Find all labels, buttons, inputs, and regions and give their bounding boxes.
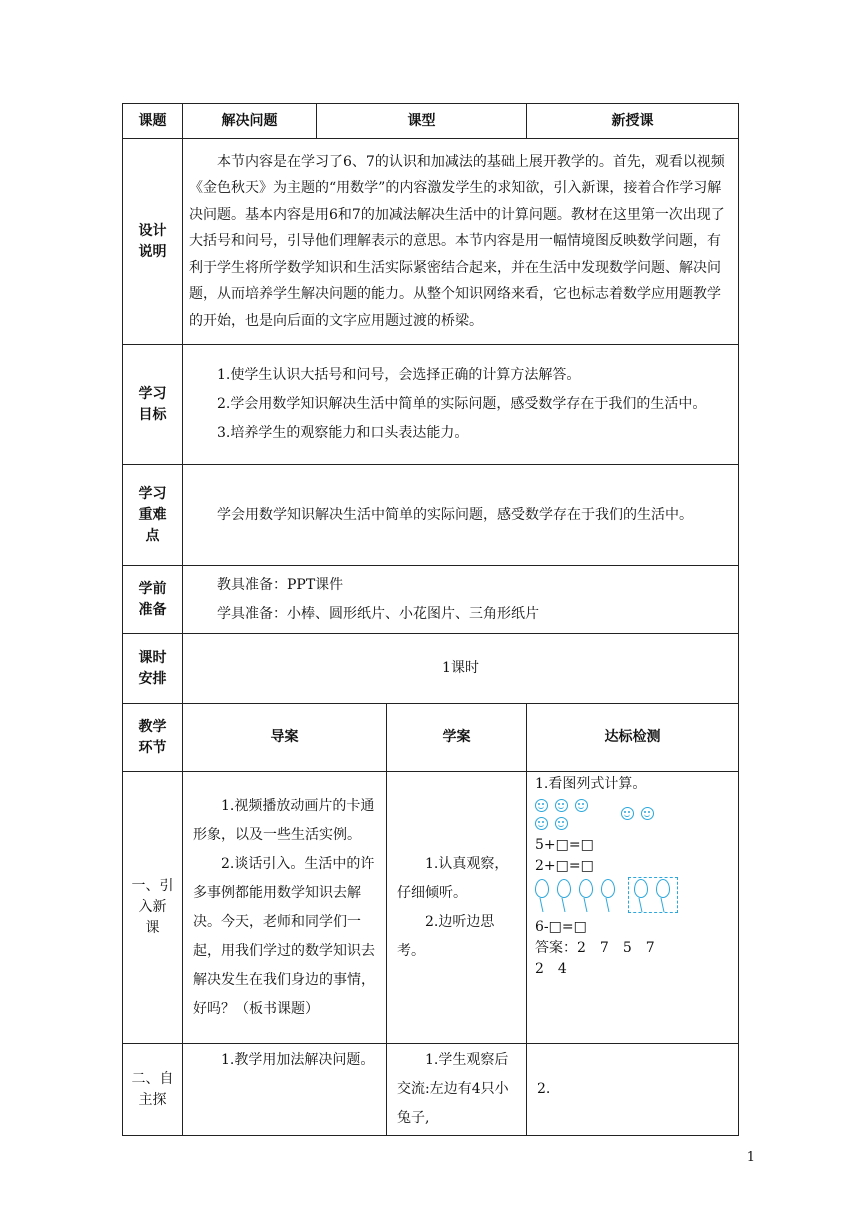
schedule-value: 1课时 xyxy=(183,634,739,704)
type-value: 新授课 xyxy=(527,104,739,139)
design-text: 本节内容是在学习了6、7的认识和加减法的基础上展开教学的。首先，观看以视频《金色秋天》为主题的“用数学”的内容激发学生的求知欲，引入新课，接着合作学习解决问题。基本内容是用6和7的加减法解决生活中的计算问题。教材在这里第一次出现了大括号和问号，引导他们理解表示的意思。本节内容是用一幅情境图反映数学问题，有利于学生将所学数学知识和生活实际紧密结合起来，并在生活中发现数学问题、解决问题，从而培养学生解决问题的能力。从整个知识网络来看，它也标志着数学应用题教学的开始，也是向后面的文字应用题过渡的桥梁。 xyxy=(189,153,725,329)
section1-stage: 一、引 入新 课 xyxy=(123,772,183,1044)
guide-item: 2.谈话引入。生活中的许多事例都能用数学知识去解决。今天，老师和同学们一起，用我们学过的数学知识去解决发生在我们身边的事情，好吗？（板书课题） xyxy=(193,855,375,1017)
answer-line: 答案：2 7 5 7 xyxy=(535,940,655,956)
page-number: 1 xyxy=(746,1150,755,1165)
check-title: 1.看图列式计算。 xyxy=(535,776,647,792)
column-header-row xyxy=(123,704,739,772)
smiley-face-icon xyxy=(555,817,568,830)
section1-study xyxy=(387,772,527,1044)
section2-stage: 二、自 主探 xyxy=(123,1044,183,1136)
smiley-face-icon xyxy=(535,799,548,812)
preparation-label: 学前 准备 xyxy=(123,566,183,634)
key-points-cell xyxy=(183,465,739,566)
goals-label: 学习 目标 xyxy=(123,345,183,465)
study-column-header: 学案 xyxy=(387,704,527,772)
balloon-icon xyxy=(557,879,571,898)
design-text-cell xyxy=(183,139,739,345)
guide-column-header: 导案 xyxy=(183,704,387,772)
section1-row xyxy=(123,772,739,1044)
schedule-label: 课时 安排 xyxy=(123,634,183,704)
study-item: 1.认真观察，仔细倾听。 xyxy=(397,855,509,901)
guide-item: 1.视频播放动画片的卡通形象，以及一些生活实例。 xyxy=(193,797,375,843)
goal-item: 3.培养学生的观察能力和口头表达能力。 xyxy=(217,425,469,441)
smiley-face-icon xyxy=(621,807,634,820)
schedule-row xyxy=(123,634,739,704)
goals-row xyxy=(123,345,739,465)
section1-guide xyxy=(183,772,387,1044)
design-label: 设计 说明 xyxy=(123,139,183,345)
check-item: 2. xyxy=(537,1081,551,1097)
balloon-group xyxy=(535,877,734,917)
topic-value: 解决问题 xyxy=(183,104,317,139)
type-label: 课型 xyxy=(317,104,527,139)
section2-row xyxy=(123,1044,739,1136)
design-row xyxy=(123,139,739,345)
key-points-label: 学习 重难 点 xyxy=(123,465,183,566)
section2-study xyxy=(387,1044,527,1136)
balloon-icon xyxy=(656,879,670,898)
header-row xyxy=(123,104,739,139)
preparation-row xyxy=(123,566,739,634)
balloon-icon xyxy=(535,879,549,898)
answer-line: 2 4 xyxy=(535,961,567,977)
topic-label: 课题 xyxy=(123,104,183,139)
lesson-plan-table xyxy=(122,103,739,1136)
study-item: 1.学生观察后交流:左边有4只小兔子, xyxy=(397,1052,509,1126)
balloon-icon xyxy=(634,879,648,898)
smiley-face-icon xyxy=(555,799,568,812)
equation: 5+□=□ xyxy=(535,837,594,853)
goal-item: 1.使学生认识大括号和问号，会选择正确的计算方法解答。 xyxy=(217,367,581,383)
key-points-row xyxy=(123,465,739,566)
check-column-header: 达标检测 xyxy=(527,704,739,772)
stage-column-header: 教学 环节 xyxy=(123,704,183,772)
guide-item: 1.教学用加法解决问题。 xyxy=(221,1052,375,1068)
section1-check xyxy=(527,772,739,1044)
key-points-text: 学会用数学知识解决生活中简单的实际问题，感受数学存在于我们的生活中。 xyxy=(217,506,693,523)
smiley-face-icon xyxy=(535,817,548,830)
section2-guide xyxy=(183,1044,387,1136)
study-item: 2.边听边思考。 xyxy=(397,913,495,959)
smiley-face-icon xyxy=(575,799,588,812)
goal-item: 2.学会用数学知识解决生活中简单的实际问题，感受数学存在于我们的生活中。 xyxy=(217,396,707,412)
balloon-icon xyxy=(601,879,615,898)
preparation-cell xyxy=(183,566,739,634)
smiley-face-icon xyxy=(641,807,654,820)
section2-check xyxy=(527,1044,739,1136)
equation: 6-□=□ xyxy=(535,919,587,935)
teacher-prep: 教具准备：PPT课件 xyxy=(217,576,344,593)
balloon-icon xyxy=(579,879,593,898)
smiley-group xyxy=(535,795,734,835)
student-prep: 学具准备：小棒、圆形纸片、小花图片、三角形纸片 xyxy=(217,605,539,622)
goals-cell xyxy=(183,345,739,465)
equation: 2+□=□ xyxy=(535,858,594,874)
